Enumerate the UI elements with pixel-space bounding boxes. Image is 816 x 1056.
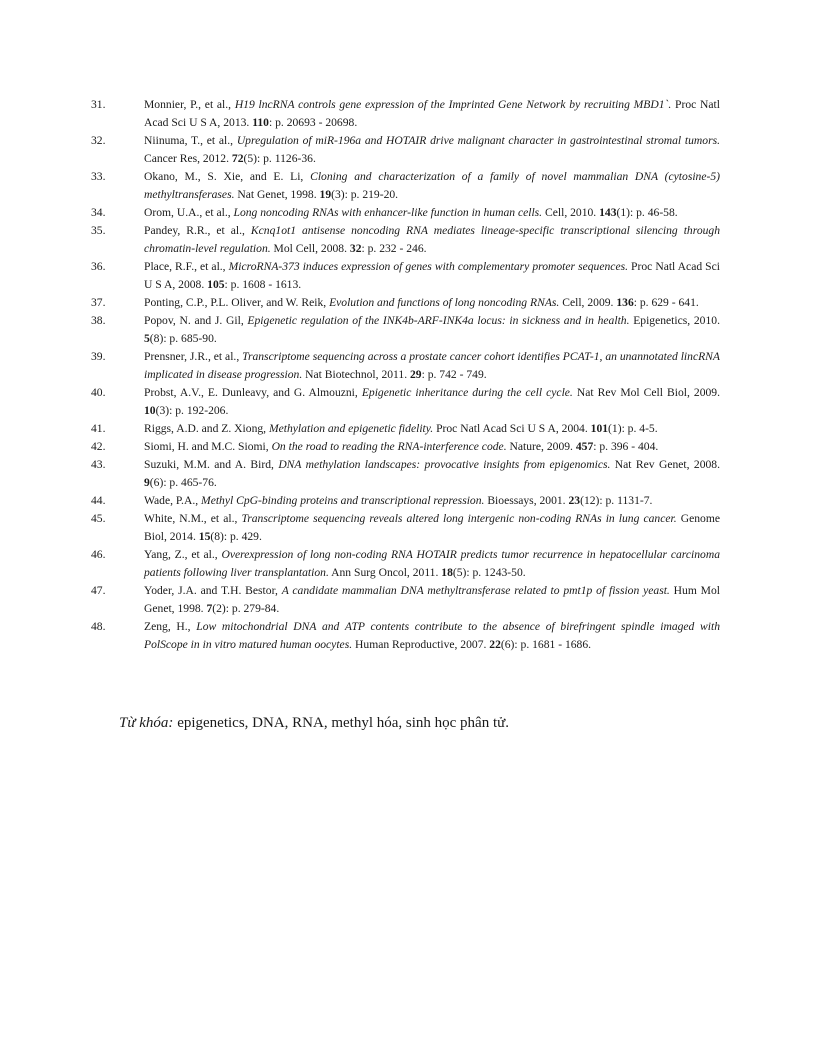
reference-item [91,168,720,204]
reference-journal: Ann Surg Oncol, 2011. [328,566,442,579]
reference-item [91,510,720,546]
reference-item [91,204,720,222]
reference-authors: Wade, P.A., [144,494,202,507]
reference-title: Overexpression of long non-coding RNA HOTAIR predicts tumor recurrence in hepatocellular carcinoma patients following liver transplantation. [144,548,720,579]
reference-title: Kcnq1ot1 antisense noncoding RNA mediates lineage-specific transcriptional silencing through chromatin-level regulation. [144,224,721,255]
reference-journal: Hum Mol Genet, 1998. [144,584,721,615]
reference-title: H19 lncRNA controls gene expression of the Imprinted Gene Network by recruiting MBD1`. [234,98,672,111]
reference-number: 44. [91,494,106,507]
reference-volume: 457 [575,440,594,453]
reference-volume: 7 [206,602,213,615]
reference-authors: Yang, Z., et al., [144,548,222,561]
reference-number: 31. [91,98,106,111]
reference-journal: Bioessays, 2001. [484,494,569,507]
reference-item [91,456,720,492]
reference-volume: 32 [349,242,362,255]
reference-authors: Orom, U.A., et al., [144,206,234,219]
reference-pages: : p. 396 - 404. [593,440,659,453]
reference-item [91,618,720,654]
reference-item [91,582,720,618]
reference-number: 43. [91,458,106,471]
reference-volume: 29 [410,368,422,381]
reference-title: Upregulation of miR-196a and HOTAIR drive malignant character in gastrointestinal stromal tumors. [236,134,720,147]
reference-pages: (6): p. 1681 - 1686. [500,638,592,651]
reference-item [91,492,720,510]
reference-number: 32. [91,134,106,147]
reference-title: Transcriptome sequencing reveals altered long intergenic non-coding RNAs in lung cancer. [241,512,677,525]
reference-volume: 72 [231,152,244,165]
reference-journal: Nat Rev Genet, 2008. [610,458,720,471]
reference-pages: (5): p. 1126-36. [243,152,316,165]
reference-pages: (2): p. 279-84. [212,602,280,615]
reference-pages: (1): p. 4-5. [608,422,658,435]
reference-volume: 15 [198,530,211,543]
reference-pages: (3): p. 219-20. [331,188,399,201]
reference-title: Methylation and epigenetic fidelity. [268,422,434,435]
reference-volume: 9 [144,476,150,489]
reference-volume: 19 [319,188,332,201]
reference-title: Evolution and functions of long noncoding RNAs. [329,296,560,309]
reference-authors: Siomi, H. and M.C. Siomi, [144,440,272,453]
reference-volume: 23 [568,494,581,507]
reference-journal: Nat Biotechnol, 2011. [302,368,410,381]
reference-pages: (5): p. 1243-50. [452,566,526,579]
reference-volume: 110 [252,116,269,129]
reference-authors: White, N.M., et al., [144,512,242,525]
reference-journal: Mol Cell, 2008. [270,242,350,255]
reference-volume: 22 [489,638,501,651]
reference-volume: 105 [207,278,225,291]
reference-authors: Prensner, J.R., et al., [144,350,243,363]
reference-number: 36. [91,260,106,273]
reference-pages: (8): p. 685-90. [149,332,217,345]
reference-title: A candidate mammalian DNA methyltransferase related to pmt1p of fission yeast. [281,584,670,597]
reference-journal: Proc Natl Acad Sci U S A, 2004. [433,422,591,435]
reference-title: Long noncoding RNAs with enhancer-like function in human cells. [233,206,543,219]
reference-item [91,438,720,456]
reference-volume: 10 [144,404,156,417]
reference-authors: Zeng, H., [144,620,197,633]
reference-number: 42. [91,440,106,453]
reference-number: 33. [91,170,106,183]
reference-item [91,384,720,420]
reference-title: MicroRNA-373 induces expression of genes with complementary promoter sequences. [228,260,628,273]
reference-number: 40. [91,386,106,399]
reference-item [91,96,720,132]
reference-pages: (8): p. 429. [210,530,262,543]
reference-number: 38. [91,314,106,327]
reference-item [91,258,720,294]
reference-volume: 101 [590,422,609,435]
keywords-label: Từ khóa: [119,715,174,731]
reference-pages: : p. 20693 - 20698. [268,116,358,129]
reference-number: 37. [91,296,106,309]
reference-number: 39. [91,350,106,363]
reference-item [91,132,720,168]
reference-title: DNA methylation landscapes: provocative insights from epigenomics. [278,458,611,471]
reference-item [91,420,720,438]
reference-title: Epigenetic inheritance during the cell cycle. [361,386,573,399]
reference-title: On the road to reading the RNA-interference code. [271,440,507,453]
reference-pages: (12): p. 1131-7. [580,494,653,507]
reference-title: Epigenetic regulation of the INK4b-ARF-INK4a locus: in sickness and in health. [247,314,630,327]
reference-number: 41. [91,422,106,435]
reference-volume: 5 [144,332,150,345]
reference-pages: (3): p. 192-206. [155,404,229,417]
reference-volume: 18 [441,566,453,579]
reference-title: Low mitochondrial DNA and ATP contents contribute to the absence of birefringent spindle imaged with PolScope in in vitro matured human oocytes. [144,620,721,651]
reference-number: 45. [91,512,106,525]
reference-volume: 143 [599,206,617,219]
reference-authors: Place, R.F., et al., [144,260,229,273]
reference-authors: Ponting, C.P., P.L. Oliver, and W. Reik, [144,296,330,309]
reference-pages: (6): p. 465-76. [149,476,217,489]
reference-journal: Cancer Res, 2012. [144,152,232,165]
reference-pages: : p. 742 - 749. [421,368,487,381]
reference-authors: Yoder, J.A. and T.H. Bestor, [144,584,282,597]
reference-number: 46. [91,548,106,561]
reference-title: Methyl CpG-binding proteins and transcriptional repression. [201,494,485,507]
reference-journal: Cell, 2010. [542,206,600,219]
reference-pages: (1): p. 46-58. [616,206,678,219]
reference-authors: Probst, A.V., E. Dunleavy, and G. Almouzni, [144,386,362,399]
reference-item [91,312,720,348]
reference-item [91,294,720,312]
reference-item [91,348,720,384]
reference-list [91,96,720,654]
reference-authors: Popov, N. and J. Gil, [144,314,248,327]
reference-number: 35. [91,224,106,237]
reference-volume: 136 [616,296,634,309]
reference-journal: Nature, 2009. [506,440,576,453]
reference-journal: Proc Natl Acad Sci U S A, 2008. [144,260,720,291]
reference-journal: Proc Natl Acad Sci U S A, 2013. [144,98,721,129]
reference-authors: Niinuma, T., et al., [144,134,237,147]
reference-item [91,222,720,258]
reference-authors: Pandey, R.R., et al., [144,224,251,237]
reference-authors: Okano, M., S. Xie, and E. Li, [144,170,311,183]
reference-authors: Suzuki, M.M. and A. Bird, [144,458,279,471]
reference-journal: Genome Biol, 2014. [144,512,720,543]
reference-journal: Nat Genet, 1998. [234,188,320,201]
reference-authors: Riggs, A.D. and Z. Xiong, [144,422,269,435]
reference-pages: : p. 232 - 246. [361,242,427,255]
reference-authors: Monnier, P., et al., [144,98,235,111]
reference-pages: : p. 629 - 641. [633,296,699,309]
reference-number: 47. [91,584,106,597]
reference-title: Cloning and characterization of a family of novel mammalian DNA (cytosine-5) methyltransferases. [144,170,721,201]
reference-number: 48. [91,620,106,633]
keywords-text: epigenetics, DNA, RNA, methyl hóa, sinh học phân tử. [173,715,510,731]
reference-journal: Cell, 2009. [559,296,617,309]
keywords-line [119,713,509,733]
reference-journal: Human Reproductive, 2007. [352,638,490,651]
reference-journal: Nat Rev Mol Cell Biol, 2009. [572,386,720,399]
reference-number: 34. [91,206,106,219]
reference-item [91,546,720,582]
reference-journal: Epigenetics, 2010. [629,314,720,327]
reference-pages: : p. 1608 - 1613. [224,278,302,291]
reference-title: Transcriptome sequencing across a prostate cancer cohort identifies PCAT-1, an unannotated lincRNA implicated in disease progression. [144,350,720,381]
